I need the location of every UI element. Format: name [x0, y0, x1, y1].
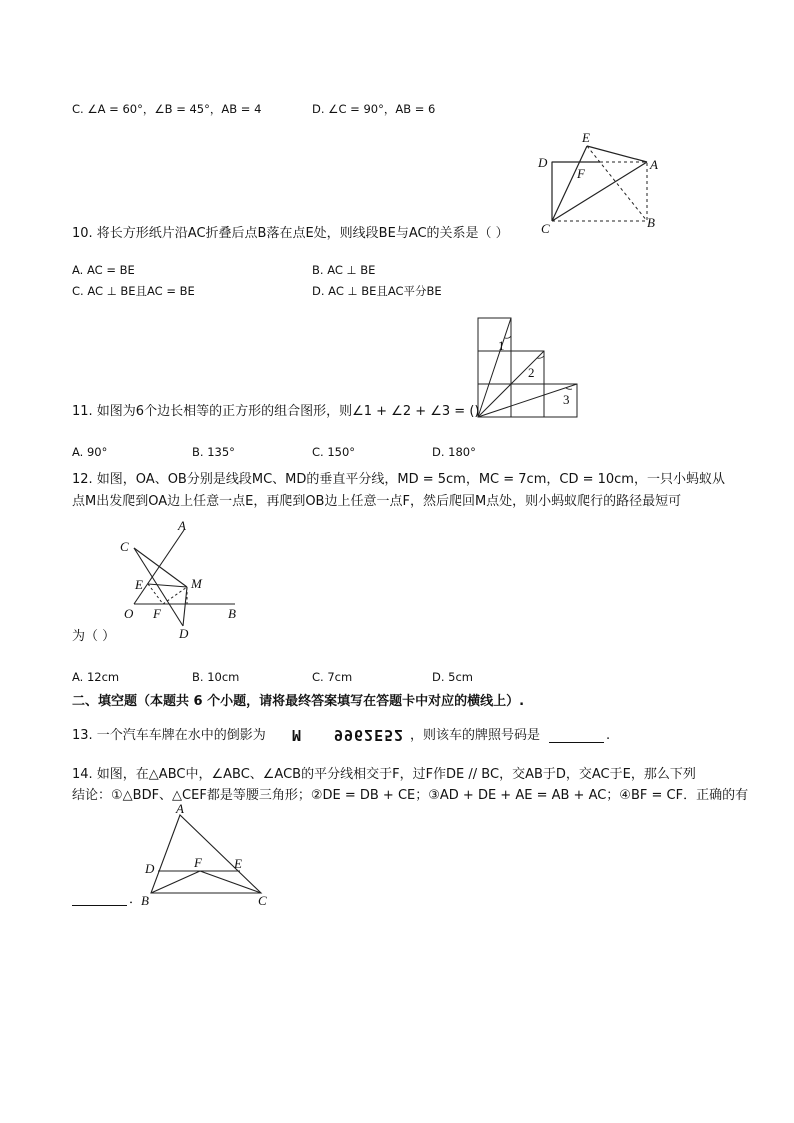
- q14-label-d: D: [145, 861, 155, 876]
- q11-option-b: B. 135°: [192, 445, 235, 459]
- q10-label-e: E: [582, 130, 590, 145]
- q14-label-e: E: [234, 856, 242, 871]
- q10-label-d: D: [538, 155, 548, 170]
- q10-stem: 10. 将长方形纸片沿AC折叠后点B落在点E处，则线段BE与AC的关系是（ ）: [72, 226, 509, 241]
- q13-answer-blank[interactable]: [549, 742, 604, 743]
- q14-answer-blank[interactable]: [72, 905, 127, 906]
- q10-option-b: B. AC ⊥ BE: [312, 263, 376, 277]
- q11-angle-3: 3: [563, 392, 570, 407]
- q14-label-c: C: [258, 893, 267, 908]
- q10-figure: [530, 125, 670, 240]
- q13-stem-suffix: ，则该车的牌照号码是: [410, 728, 541, 743]
- q14-label-b: B: [141, 893, 149, 908]
- q12-option-a: A. 12cm: [72, 670, 120, 684]
- q10-label-a: A: [650, 157, 658, 172]
- q14-figure: [135, 800, 275, 910]
- section-2-heading: 二、填空题（本题共 6 个小题，请将最终答案填写在答题卡中对应的横线上）.: [72, 694, 525, 709]
- q9-option-c: C. ∠A = 60°，∠B = 45°，AB = 4: [72, 102, 262, 116]
- q14-stem-line1: 14. 如图，在△ABC中，∠ABC、∠ACB的平分线相交于F，过F作DE // BC，交AB于D，交AC于E，那么下列: [72, 767, 696, 782]
- q10-label-f: F: [577, 166, 585, 181]
- q13-plate-reflection-a: M: [292, 726, 303, 744]
- q10-label-c: C: [541, 221, 550, 236]
- q11-angle-1: 1: [498, 338, 505, 353]
- q12-label-o: O: [124, 606, 134, 621]
- q11-stem: 11. 如图为6个边长相等的正方形的组合图形，则∠1 + ∠2 + ∠3 = (): [72, 404, 480, 419]
- q11-option-c: C. 150°: [312, 445, 356, 459]
- q9-option-d: D. ∠C = 90°，AB = 6: [312, 102, 436, 116]
- q14-stem-end: ．: [129, 892, 143, 907]
- q11-angle-2: 2: [528, 365, 535, 380]
- q12-stem-line3: 为（ ）: [72, 629, 116, 644]
- q12-label-m: M: [191, 576, 202, 591]
- q12-option-c: C. 7cm: [312, 670, 353, 684]
- q12-label-d: D: [179, 626, 189, 641]
- q12-stem-line1: 12. 如图，OA、OB分别是线段MC、MD的垂直平分线，MD = 5cm，MC = 7cm，CD = 10cm，一只小蚂蚁从: [72, 472, 725, 487]
- q14-stem-line2: 结论：①△BDF、△CEF都是等腰三角形；②DE = DB + CE；③AD + DE + AE = AB + AC；④BF = CF．正确的有: [72, 788, 749, 803]
- q12-label-e: E: [135, 577, 143, 592]
- q12-label-a: A: [178, 518, 186, 533]
- q11-option-a: A. 90°: [72, 445, 108, 459]
- q12-label-c: C: [120, 539, 129, 554]
- q10-label-b: B: [647, 215, 655, 230]
- q12-label-f: F: [153, 606, 161, 621]
- q13-stem-end: .: [606, 728, 611, 743]
- q13-stem-prefix: 13. 一个汽车车牌在水中的倒影为: [72, 728, 266, 743]
- q10-option-a: A. AC = BE: [72, 263, 135, 277]
- q10-option-c: C. AC ⊥ BE且AC = BE: [72, 284, 195, 298]
- q12-stem-line2: 点M出发爬到OA边上任意一点E，再爬到OB边上任意一点F，然后爬回M点处，则小蚂蚁爬行的路径最短可: [72, 494, 682, 509]
- q12-figure: [115, 515, 245, 645]
- q12-option-b: B. 10cm: [192, 670, 240, 684]
- q14-label-f: F: [194, 855, 202, 870]
- q13-plate-reflection-b: 9962E52: [334, 726, 405, 744]
- q12-option-d: D. 5cm: [432, 670, 474, 684]
- q10-option-d: D. AC ⊥ BE且AC平分BE: [312, 284, 442, 298]
- q14-label-a: A: [176, 801, 184, 816]
- q11-option-d: D. 180°: [432, 445, 476, 459]
- q12-label-b: B: [228, 606, 236, 621]
- q11-figure: [470, 310, 585, 422]
